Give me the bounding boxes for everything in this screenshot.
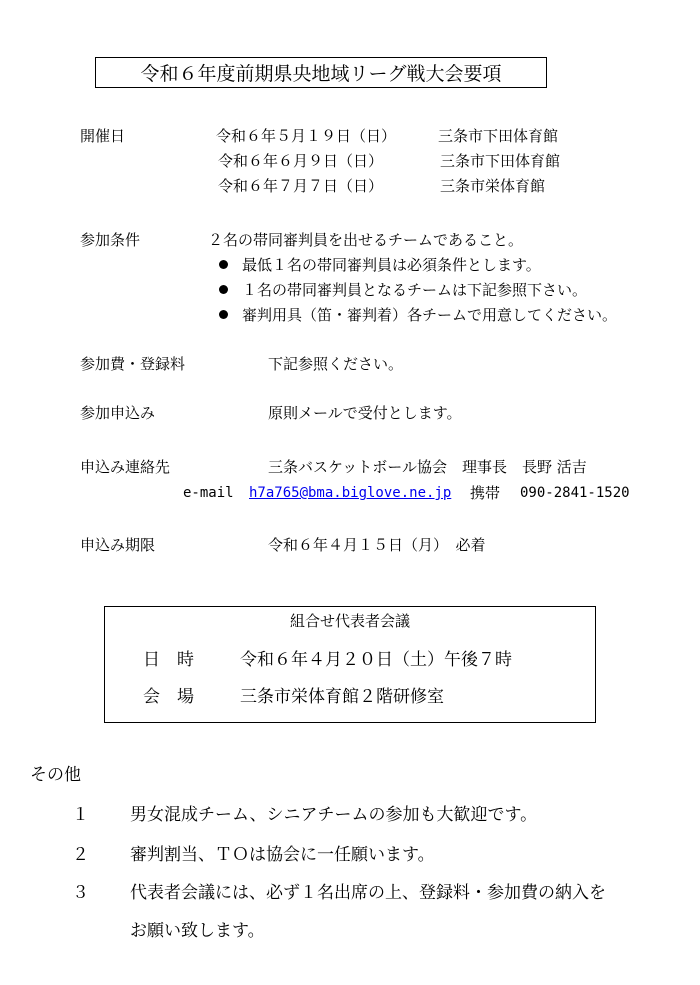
meeting-place-label: 会 場 (143, 687, 194, 707)
meeting-datetime: 令和６年４月２０日（土）午後７時 (240, 650, 512, 670)
other-item-num: １ (72, 805, 89, 825)
meeting-title: 組合せ代表者会議 (289, 612, 410, 630)
venue-2: 三条市下田体育館 (440, 152, 561, 170)
email-label: e-mail (183, 485, 234, 501)
email-link[interactable]: h7a765@bma.biglove.ne.jp (249, 485, 452, 501)
other-item-text: 代表者会議には、必ず１名出席の上、登録料・参加費の納入を (130, 883, 606, 903)
contact-label: 申込み連絡先 (80, 458, 171, 476)
date-1: 令和６年５月１９日（日） (216, 127, 397, 145)
other-item-text: 審判割当、ＴＯは協会に一任願います。 (130, 845, 435, 865)
condition-bullet-3: 審判用具（笛・審判着）各チームで用意してください。 (242, 306, 618, 324)
application-text: 原則メールで受付とします。 (268, 404, 462, 422)
date-2: 令和６年６月９日（日） (218, 152, 384, 170)
bullet-icon (219, 310, 228, 319)
dates-label: 開催日 (80, 127, 126, 145)
meeting-place: 三条市栄体育館２階研修室 (240, 687, 444, 707)
venue-1: 三条市下田体育館 (438, 127, 559, 145)
meeting-datetime-label: 日 時 (143, 650, 194, 670)
application-label: 参加申込み (80, 404, 156, 422)
conditions-text: ２名の帯同審判員を出せるチームであること。 (208, 231, 524, 249)
phone-label: 携帯 (470, 484, 501, 502)
deadline-text: 令和６年４月１５日（月） 必着 (268, 536, 486, 554)
bullet-icon (219, 260, 228, 269)
venue-3: 三条市栄体育館 (440, 177, 546, 195)
other-item-num: ２ (72, 845, 89, 865)
contact-text: 三条バスケットボール協会 理事長 長野 活吉 (268, 458, 587, 476)
other-item-num: ３ (72, 883, 89, 903)
other-item-text: 男女混成チーム、シニアチームの参加も大歓迎です。 (130, 805, 538, 825)
bullet-icon (219, 285, 228, 294)
fee-label: 参加費・登録料 (80, 355, 186, 373)
fee-text: 下記参照ください。 (268, 355, 404, 373)
other-label: その他 (30, 765, 81, 785)
phone-number: 090-2841-1520 (520, 485, 630, 501)
conditions-label: 参加条件 (80, 231, 141, 249)
other-item-continuation: お願い致します。 (130, 921, 265, 941)
date-3: 令和６年７月７日（日） (218, 177, 384, 195)
condition-bullet-1: 最低１名の帯同審判員は必須条件とします。 (242, 256, 541, 274)
condition-bullet-2: １名の帯同審判員となるチームは下記参照下さい。 (242, 281, 588, 299)
meeting-box (104, 606, 596, 723)
document-title: 令和６年度前期県央地域リーグ戦大会要項 (95, 57, 547, 88)
deadline-label: 申込み期限 (80, 536, 156, 554)
